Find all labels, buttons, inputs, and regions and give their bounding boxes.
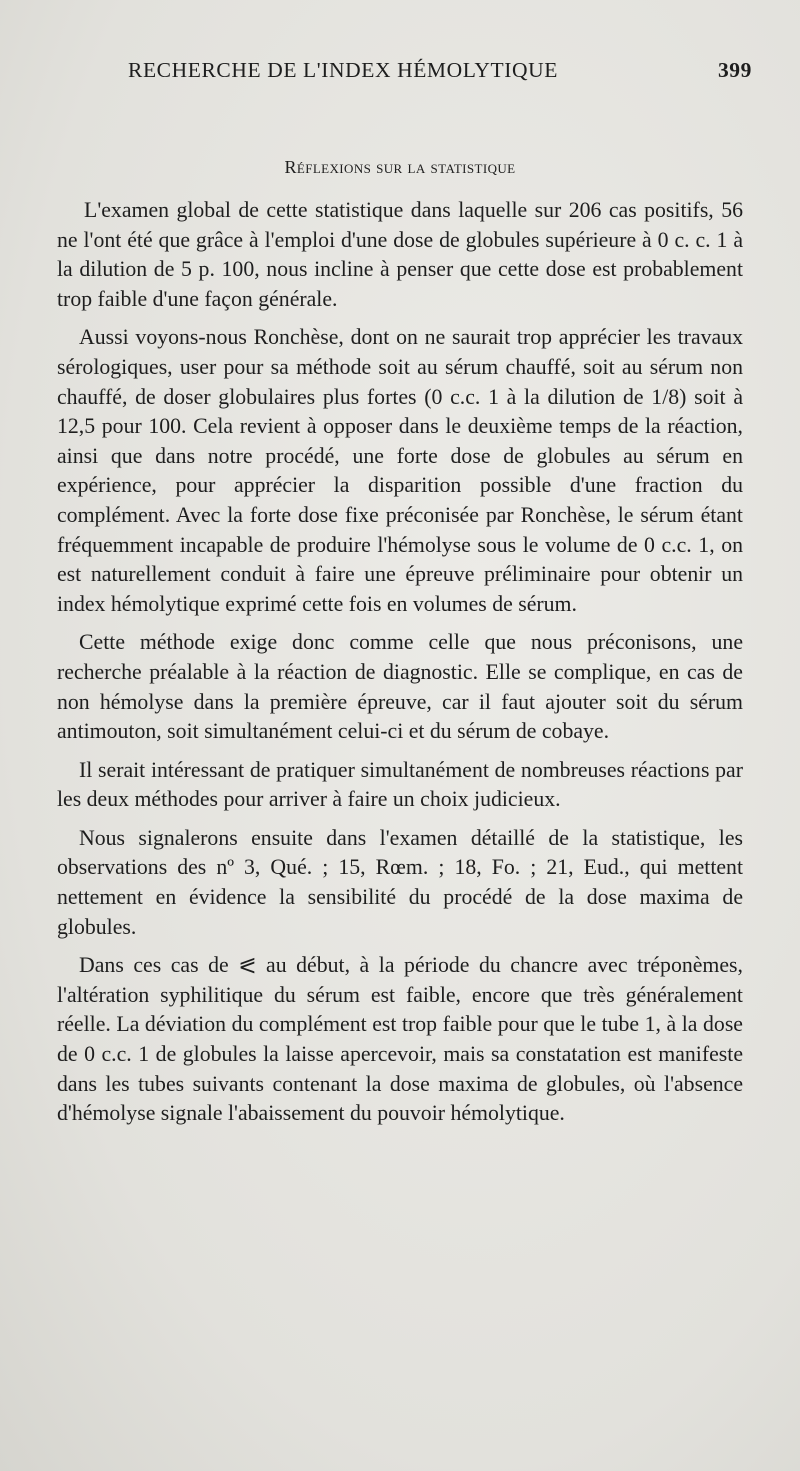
paragraph: L'examen global de cette statistique dans laquelle sur 206 cas positifs, 56 ne l'ont été que grâce à l'emploi d'une dose de globules supérieure à 0 c. c. 1 à la dilution de 5 p. 100, nous incline à penser que cette dose est probablement trop faible d'une façon générale.: [57, 198, 743, 311]
section-heading: Réflexions sur la statistique: [284, 157, 516, 177]
paragraph: Nous signalerons ensuite dans l'examen détaillé de la statistique, les observations des nº 3, Qué. ; 15, Rœm. ; 18, Fo. ; 21, Eud., qui mettent nettement en évidence la sensibilité du procédé de la dose maxima de globules.: [57, 825, 743, 939]
running-title: RECHERCHE DE L'INDEX HÉMOLYTIQUE: [128, 58, 558, 82]
paragraph: Aussi voyons-nous Ronchèse, dont on ne saurait trop apprécier les travaux sérologiques, user pour sa méthode soit au sérum chauffé, soit au sérum non chauffé, de doser globulaires plus fortes (0 c.c. 1 à la dilution de 1/8) soit à 12,5 pour 100. Cela revient à opposer dans le deuxième temps de la réaction, ainsi que dans notre procédé, une forte dose de globules au sérum en expérience, pour apprécier la disparition possible d'une fraction du complément. Avec la forte dose fixe préconisée par Ronchèse, le sérum étant fréquemment incapable de produire l'hémolyse sous le volume de 0 c.c. 1, on est naturellement conduit à faire une épreuve préliminaire pour obtenir un index hémolytique exprimé cette fois en volumes de sérum.: [57, 325, 743, 616]
body-text: [57, 196, 743, 1138]
paragraph: Dans ces cas de ⪕ au début, à la période du chancre avec tréponèmes, l'altération syphilitique du sérum est faible, encore que très généralement réelle. La déviation du complément est trop faible pour que le tube 1, à la dose de 0 c.c. 1 de globules la laisse apercevoir, mais sa constatation est manifeste dans les tubes suivants contenant la dose maxima de globules, où l'absence d'hémolyse signale l'abaissement du pouvoir hémolytique.: [57, 953, 743, 1126]
paragraph: Il serait intéressant de pratiquer simultanément de nombreuses réactions par les deux méthodes pour arriver à faire un choix judicieux.: [57, 757, 743, 812]
paragraph: Cette méthode exige donc comme celle que nous préconisons, une recherche préalable à la réaction de diagnostic. Elle se complique, en cas de non hémolyse dans la première épreuve, car il faut ajouter soit du sérum antimouton, soit simultanément celui-ci et du sérum de cobaye.: [57, 630, 743, 744]
page-number: 399: [717, 58, 752, 82]
running-head: [128, 58, 752, 83]
